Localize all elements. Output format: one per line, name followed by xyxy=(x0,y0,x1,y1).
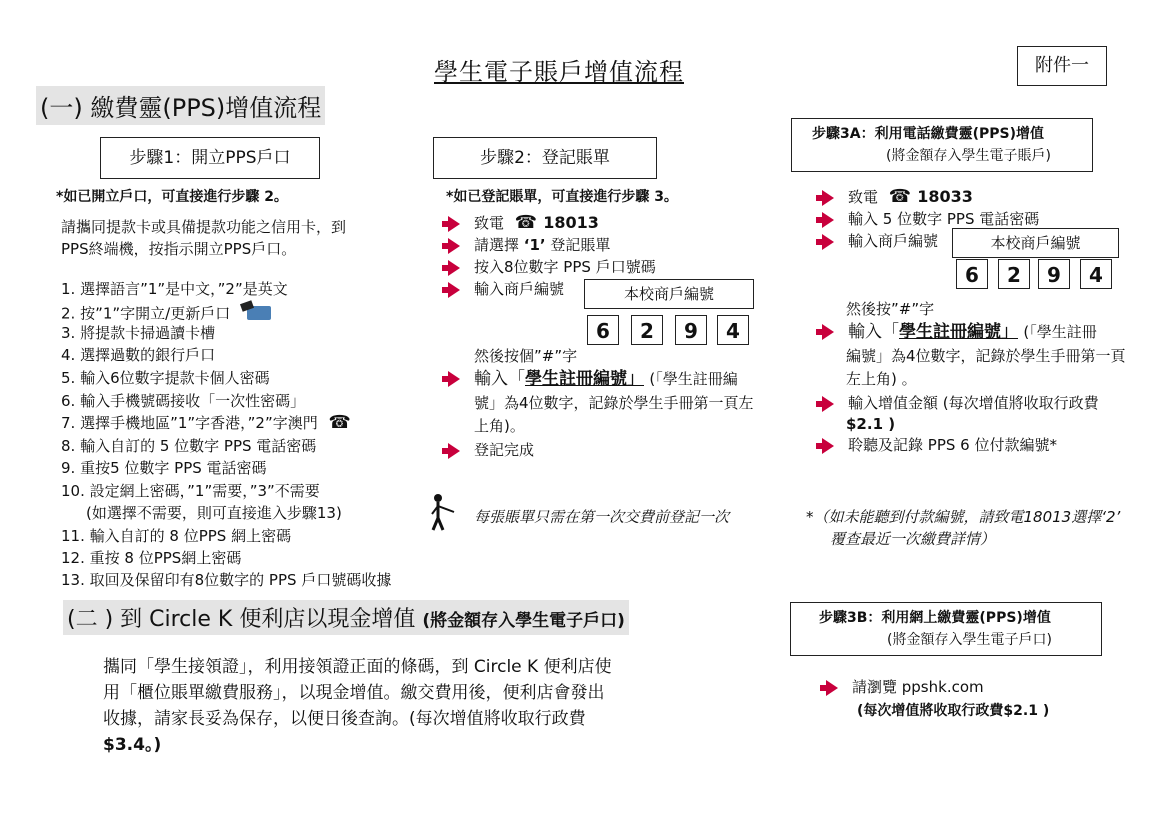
step3a-amount: 輸入增值金額 (每次增值將收取行政費 xyxy=(822,392,1099,414)
step2-merchant-label: 本校商戶編號 xyxy=(584,279,754,309)
step2-digit: 9 xyxy=(675,315,707,345)
step1-item-5: 5. 輸入6位數字提款卡個人密碼 xyxy=(61,369,270,387)
step2-enter-account: 按入8位數字 PPS 戶口號碼 xyxy=(448,256,656,278)
step1-intro-2: PPS終端機，按指示開立PPS戶口。 xyxy=(61,240,297,258)
step2-digit: 4 xyxy=(717,315,749,345)
card-swipe-icon xyxy=(239,300,275,328)
step2-input-desc-2: 號」為4位數字，記錄於學生手冊第一頁左 xyxy=(474,394,754,412)
step2-digit: 6 xyxy=(587,315,619,345)
section2-body-line: 用「櫃位賬單繳費服務」，以現金增值。繳交費用後，便利店會發出 xyxy=(103,683,605,703)
step3a-digit: 9 xyxy=(1038,259,1070,289)
step3a-digit: 6 xyxy=(956,259,988,289)
step3a-title: 步驟3A：利用電話繳費靈(PPS)增值 xyxy=(812,126,1044,142)
step2-footnote: 每張賬單只需在第一次交費前登記一次 xyxy=(474,508,730,526)
step2-select: 請選擇 ‘1’ 登記賬單 xyxy=(448,234,610,256)
step3a-subtitle: (將金額存入學生電子賬戶) xyxy=(886,148,1051,164)
step1-item-3: 3. 將提款卡掃過讀卡槽 xyxy=(61,324,216,342)
step1-note: *如已開立戶口，可直接進行步驟 2。 xyxy=(56,189,288,205)
step1-item-6: 6. 輸入手機號碼接收「一次性密碼」 xyxy=(61,392,306,410)
step3a-merchant-label: 本校商戶編號 xyxy=(952,228,1119,258)
step1-item-10-note: (如選擇不需要，則可直接進入步驟13) xyxy=(86,504,342,522)
step3a-then-press: 然後按”#”字 xyxy=(846,300,935,318)
step3b-title-box xyxy=(790,602,1102,656)
step3b-fee: (每次增值將收取行政費$2.1 ) xyxy=(857,703,1050,719)
step3a-digit: 2 xyxy=(998,259,1030,289)
step1-intro-1: 請攜同提款卡或具備提款功能之信用卡，到 xyxy=(61,218,347,236)
step3a-digit: 4 xyxy=(1080,259,1112,289)
step1-item-1: 1. 選擇語言”1”是中文，”2”是英文 xyxy=(61,280,288,298)
step2-title: 步驟2：登記賬單 xyxy=(433,137,657,179)
step3a-footnote-1: *（如未能聽到付款編號，請致電18013選擇‘2’ xyxy=(806,508,1121,526)
arrow-icon xyxy=(822,324,834,340)
phone-icon: ☎ xyxy=(514,212,538,233)
arrow-icon xyxy=(822,396,834,412)
step1-item-7: 7. 選擇手機地區”1”字香港，”2”字澳門 ☎ xyxy=(61,412,351,433)
step1-item-12: 12. 重按 8 位PPS網上密碼 xyxy=(61,549,242,567)
section2-body-line: 收據，請家長妥為保存，以便日後查詢。(每次增值將收取行政費 xyxy=(103,709,586,729)
step3a-enter-merchant: 輸入商戶編號 xyxy=(822,230,938,252)
arrow-icon xyxy=(448,238,460,254)
step3b-subtitle: (將金額存入學生電子戶口) xyxy=(887,632,1052,648)
step2-call: 致電 ☎ 18013 xyxy=(448,212,599,234)
arrow-icon xyxy=(826,680,838,696)
section2-body-line: 攜同「學生接領證」，利用接領證正面的條碼，到 Circle K 便利店使 xyxy=(103,657,612,677)
pointing-figure-icon xyxy=(428,492,462,536)
step2-input-code: 輸入「學生註冊編號」 (「學生註冊編 xyxy=(448,368,738,390)
step2-note: *如已登記賬單，可直接進行步驟 3。 xyxy=(446,189,678,205)
step2-done: 登記完成 xyxy=(448,439,534,461)
step1-item-4: 4. 選擇過數的銀行戶口 xyxy=(61,346,216,364)
section2-body-line: $3.4。) xyxy=(103,735,162,755)
step3a-input-code: 輸入「學生註冊編號」 (「學生註冊 xyxy=(822,321,1097,343)
step2-enter-merchant: 輸入商戶編號 xyxy=(448,278,564,300)
section1-title: (一) 繳費靈(PPS)增值流程 xyxy=(36,86,325,125)
page-title: 學生電子賬戶增值流程 xyxy=(434,58,684,86)
arrow-icon xyxy=(448,260,460,276)
step1-item-13: 13. 取回及保留印有8位數字的 PPS 戶口號碼收據 xyxy=(61,571,392,589)
step3a-call: 致電 ☎ 18033 xyxy=(822,186,973,208)
step3a-title-box xyxy=(791,118,1093,172)
section2-body xyxy=(103,654,612,758)
arrow-icon xyxy=(822,212,834,228)
arrow-icon xyxy=(448,371,460,387)
step1-item-8: 8. 輸入自訂的 5 位數字 PPS 電話密碼 xyxy=(61,437,317,455)
section2-title: (二 ) 到 Circle K 便利店以現金增值 (將金額存入學生電子戶口) xyxy=(63,600,629,635)
phone-icon: ☎ xyxy=(328,412,351,433)
step3a-amount-fee: $2.1 ) xyxy=(846,415,896,433)
step3b-title: 步驟3B：利用網上繳費靈(PPS)增值 xyxy=(819,610,1051,626)
step3a-input-desc-3: 左上角) 。 xyxy=(846,370,917,388)
step1-item-11: 11. 輸入自訂的 8 位PPS 網上密碼 xyxy=(61,527,292,545)
step1-title: 步驟1：開立PPS戶口 xyxy=(100,137,320,179)
step3a-input-desc-2: 編號」為4位數字，記錄於學生手冊第一頁 xyxy=(846,347,1126,365)
step1-item-9: 9. 重按5 位數字 PPS 電話密碼 xyxy=(61,459,267,477)
step2-then-press: 然後按個”#”字 xyxy=(474,347,578,365)
step2-input-desc-3: 上角)。 xyxy=(474,417,525,435)
step3b-browse: 請瀏覽 ppshk.com xyxy=(826,676,984,698)
step1-item-10: 10. 設定網上密碼，”1”需要，”3”不需要 xyxy=(61,482,320,500)
phone-icon: ☎ xyxy=(888,186,912,207)
arrow-icon xyxy=(822,438,834,454)
arrow-icon xyxy=(822,190,834,206)
step3a-listen: 聆聽及記錄 PPS 6 位付款編號* xyxy=(822,434,1057,456)
arrow-icon xyxy=(448,443,460,459)
step1-item-2: 2. 按”1”字開立/更新戶口 xyxy=(61,300,275,328)
step3a-enter-pwd: 輸入 5 位數字 PPS 電話密碼 xyxy=(822,208,1039,230)
step3a-footnote-2: 覆查最近一次繳費詳情） xyxy=(830,530,996,548)
step2-digit: 2 xyxy=(631,315,663,345)
arrow-icon xyxy=(448,282,460,298)
attachment-label: 附件一 xyxy=(1017,46,1107,86)
arrow-icon xyxy=(448,216,460,232)
arrow-icon xyxy=(822,234,834,250)
